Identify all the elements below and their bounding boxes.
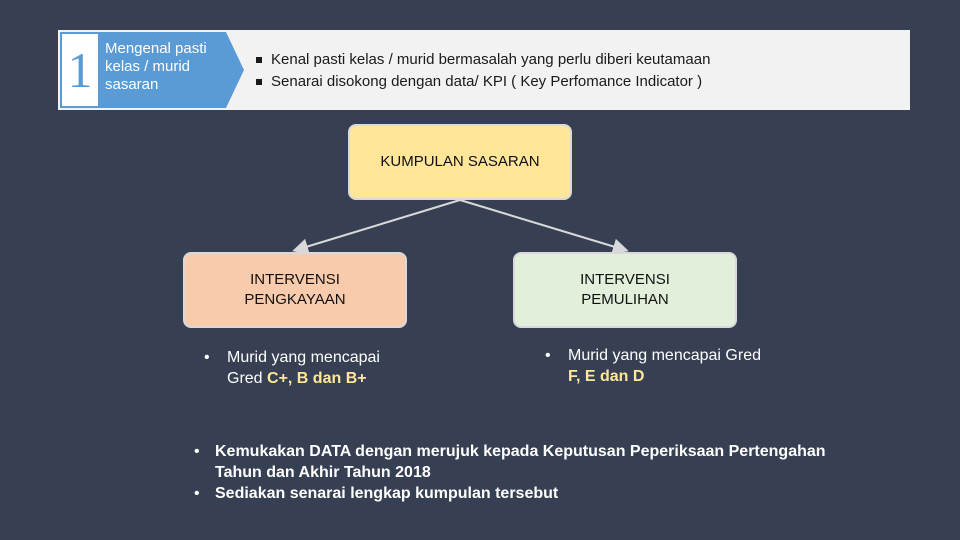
step-label: Mengenal pasti kelas / murid sasaran [105,40,207,93]
list-item [543,345,763,387]
node-pengkayaan [183,252,407,328]
criteria-text: Murid yang mencapai Gred [568,347,761,364]
node-pemulihan [513,252,737,328]
notes-list [192,441,832,504]
step-point: Senarai disokong dengan data/ KPI ( Key Perfomance Indicator ) [256,71,896,93]
criteria-text: Murid yang mencapai Gred [227,349,380,387]
grade-highlight: F, E dan D [568,368,645,385]
step-point: Kenal pasti kelas / murid bermasalah yang perlu diberi keutamaan [256,49,896,71]
connector-right [460,200,625,250]
grade-highlight: C+, B dan B+ [267,370,367,387]
step-number: 1 [67,42,93,98]
pemulihan-criteria [543,345,763,387]
list-item [202,347,412,389]
connector-left [296,200,460,250]
root-node [348,124,572,200]
node-pengkayaan-label: INTERVENSI PENGKAYAAN [244,271,346,308]
root-node-label: KUMPULAN SASARAN [380,153,540,170]
note-item: • Sediakan senarai lengkap kumpulan tersebut [192,483,832,504]
node-pemulihan-label: INTERVENSI PEMULIHAN [580,271,670,308]
note-item: • Kemukakan DATA dengan merujuk kepada Keputusan Peperiksaan Pertengahan Tahun dan Akhir Tahun 2018 [192,441,832,483]
pengkayaan-criteria [202,347,412,389]
